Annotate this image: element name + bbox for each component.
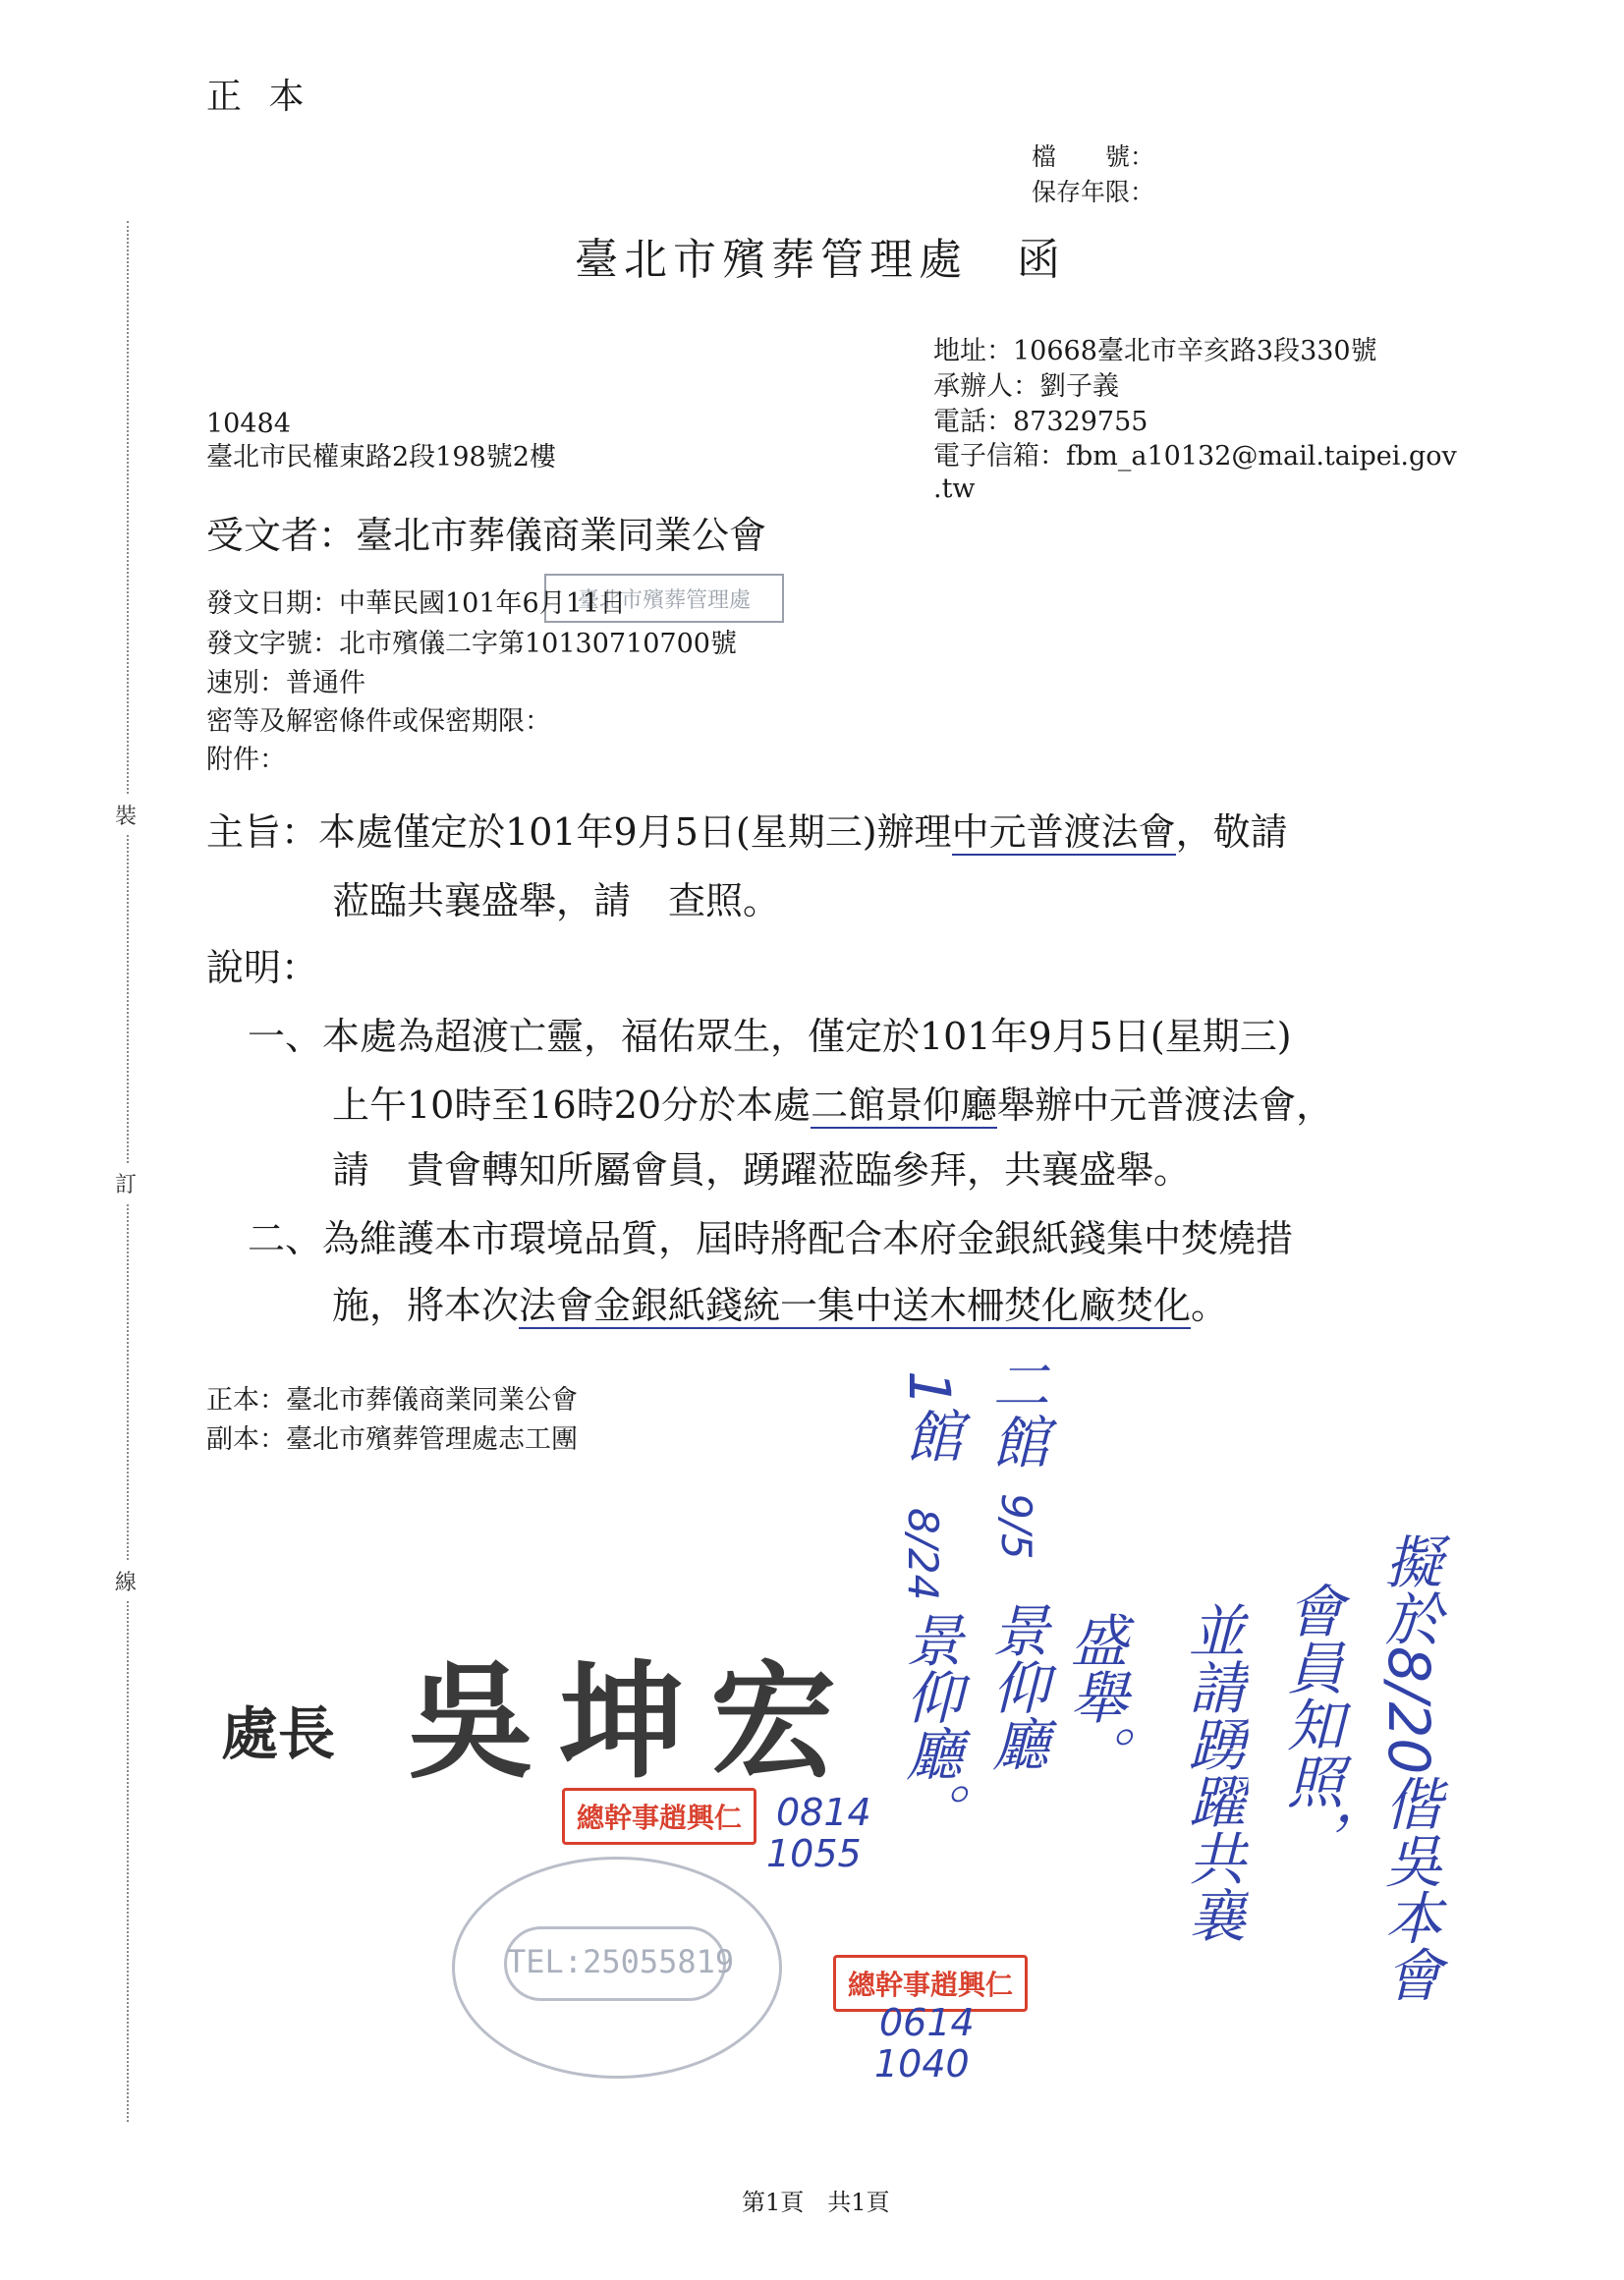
association-seal bbox=[452, 1857, 782, 2079]
sender-address: 地址：10668臺北市辛亥路3段330號 bbox=[933, 336, 1377, 366]
explanation-label: 說明： bbox=[206, 946, 319, 989]
stamp-time-2: 0614 bbox=[879, 2001, 975, 2044]
handwriting-col-4: 並請踴躍共襄 bbox=[1179, 1601, 1246, 1943]
subject-line-1 bbox=[206, 804, 1288, 861]
stamp-time-1: 0814 bbox=[776, 1791, 871, 1834]
explanation-item-1-line-3: 請 貴會轉知所屬會員，踴躍蒞臨參拜，共襄盛舉。 bbox=[332, 1148, 1192, 1192]
item-1-underlined: 二館景仰廳 bbox=[811, 1084, 998, 1127]
classification: 密等及解密條件或保密期限： bbox=[206, 706, 551, 737]
handwriting-col-2-place: 景仰廳 bbox=[982, 1601, 1049, 1772]
handwriting-col-6: 擬於8/20偕吳本會 bbox=[1375, 1532, 1442, 2003]
seal-phone: TEL:25055819 bbox=[504, 1926, 726, 2001]
recipient-address: 臺北市民權東路2段198號2樓 bbox=[206, 442, 556, 473]
distribution-original: 正本：臺北市葬儀商業同業公會 bbox=[206, 1385, 578, 1416]
handwriting-col-3: 盛舉。 bbox=[1061, 1611, 1128, 1782]
handwriting-col-1: 1館 bbox=[896, 1370, 963, 1464]
copy-type-label: 正 本 bbox=[206, 77, 312, 117]
retention-period-label: 保存年限： bbox=[1032, 178, 1155, 206]
subject-underlined: 中元普渡法會 bbox=[951, 810, 1176, 854]
subject-text-1: 本處僅定於101年9月5日(星期三)辦理 bbox=[318, 810, 952, 854]
item-1-text-pre: 上午10時至16時20分於本處 bbox=[332, 1084, 812, 1127]
date-stamp: 臺北市殯葬管理處 bbox=[544, 574, 784, 623]
stamp-time-2b: 1040 bbox=[874, 2042, 970, 2085]
handwriting-col-2: 二館 bbox=[982, 1356, 1049, 1470]
margin-mark-bind: 裝 bbox=[115, 796, 137, 834]
received-stamp-1: 總幹事趙興仁 bbox=[562, 1788, 756, 1845]
attachment: 附件： bbox=[206, 745, 286, 775]
sender-phone: 電話：87329755 bbox=[933, 407, 1148, 437]
signature-name: 吳坤宏 bbox=[408, 1648, 863, 1796]
received-stamp-2: 總幹事趙興仁 bbox=[833, 1955, 1028, 2012]
page-footer: 第1頁 共1頁 bbox=[742, 2189, 890, 2216]
delivery-speed: 速別：普通件 bbox=[206, 668, 365, 698]
sender-contact: 承辦人：劉子義 bbox=[933, 371, 1119, 402]
item-2-text-post: 。 bbox=[1191, 1284, 1229, 1327]
subject-text-1-end: ，敬請 bbox=[1175, 810, 1288, 854]
document-title: 臺北市殯葬管理處 函 bbox=[575, 235, 1066, 285]
explanation-item-1-line-1: 一、本處為超渡亡靈，福佑眾生，僅定於101年9月5日(星期三) bbox=[248, 1015, 1292, 1058]
signature-title: 處長 bbox=[221, 1700, 336, 1767]
item-2-underlined: 法會金銀紙錢統一集中送木柵焚化廠焚化 bbox=[519, 1284, 1192, 1327]
handwriting-col-1-place: 景仰廳。 bbox=[896, 1611, 963, 1839]
sender-email: 電子信箱：fbm_a10132@mail.taipei.gov bbox=[933, 441, 1457, 472]
subject-label: 主旨： bbox=[206, 810, 319, 854]
issue-date: 發文日期：中華民國101年6月11日 bbox=[206, 588, 627, 619]
stamp-time-1b: 1055 bbox=[766, 1832, 862, 1875]
recipient-name: 受文者：臺北市葬儀商業同業公會 bbox=[206, 514, 767, 557]
margin-mark-staple: 訂 bbox=[115, 1164, 137, 1202]
handwriting-col-5: 會員知照， bbox=[1277, 1582, 1344, 1866]
explanation-item-2-line-1: 二、為維護本市環境品質，屆時將配合本府金銀紙錢集中焚燒措 bbox=[248, 1217, 1294, 1260]
item-2-text-pre: 施，將本次 bbox=[332, 1284, 520, 1327]
explanation-item-2-line-2 bbox=[332, 1277, 1228, 1334]
margin-mark-line: 線 bbox=[115, 1562, 137, 1600]
item-1-text-post: 舉辦中元普渡法會， bbox=[997, 1084, 1334, 1127]
sender-email-cont: .tw bbox=[933, 473, 976, 504]
handwriting-col-2-date: 9/5 bbox=[992, 1493, 1040, 1560]
file-number-label: 檔 號： bbox=[1032, 142, 1155, 171]
distribution-copy: 副本：臺北市殯葬管理處志工團 bbox=[206, 1424, 578, 1455]
explanation-item-1-line-2 bbox=[332, 1077, 1333, 1134]
recipient-postal-code: 10484 bbox=[206, 409, 291, 439]
issue-number: 發文字號：北市殯儀二字第10130710700號 bbox=[206, 629, 737, 659]
subject-line-2: 蒞臨共襄盛舉，請 查照。 bbox=[332, 879, 781, 922]
handwriting-col-1-date: 8/24 bbox=[899, 1508, 947, 1601]
